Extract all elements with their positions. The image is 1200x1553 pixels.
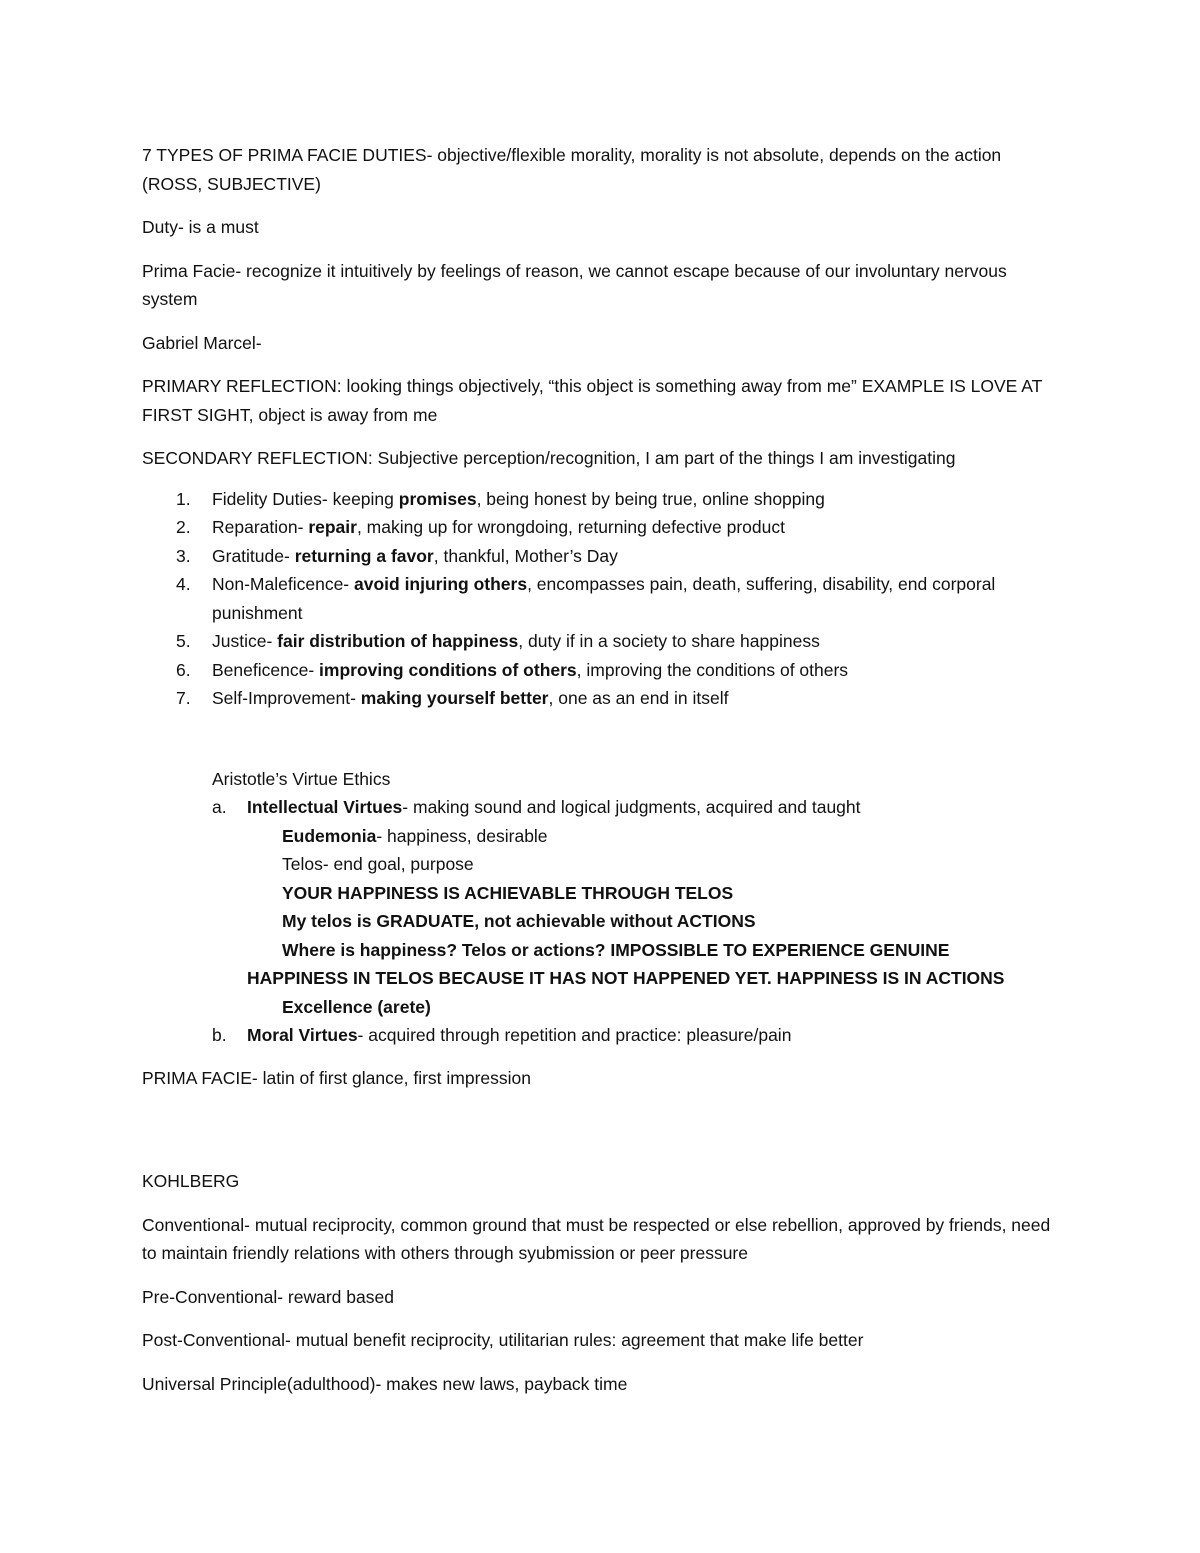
list-number: 6. <box>176 659 191 680</box>
marcel-heading: Gabriel Marcel- <box>142 332 262 353</box>
list-item <box>142 485 1062 514</box>
duty-lead: Fidelity Duties- keeping <box>212 488 399 509</box>
excellence-line: Excellence (arete) <box>282 996 431 1017</box>
duty-rest: , duty if in a society to share happiness <box>518 631 820 651</box>
duty-rest: , making up for wrongdoing, returning defective product <box>356 517 785 537</box>
duty-lead: Justice- <box>212 631 278 651</box>
document-body <box>142 141 1062 1413</box>
list-item <box>142 570 1062 627</box>
list-item <box>142 627 1062 656</box>
list-item <box>142 684 1062 713</box>
kohlberg-heading: KOHLBERG <box>142 1171 240 1191</box>
intellectual-virtues-term: Intellectual Virtues <box>247 797 403 817</box>
kohlberg-conventional: Conventional- mutual reciprocity, common ground that must be respected or else rebellion, approved by friends, need to maintain friendly relations with others through syubmission or peer pressure <box>142 1214 1051 1263</box>
prima-facie-latin: PRIMA FACIE- latin of first glance, first impression <box>142 1067 532 1088</box>
list-item <box>142 656 1062 685</box>
duty-rest: , one as an end in itself <box>548 688 729 708</box>
duty-rest: , thankful, Mother’s Day <box>433 545 618 566</box>
eudemonia-term: Eudemonia <box>282 825 377 846</box>
duty-lead: Non-Maleficence- <box>212 574 354 594</box>
kohlberg-pre-conventional: Pre-Conventional- reward based <box>142 1286 394 1307</box>
list-number: 3. <box>176 545 191 566</box>
spacer <box>142 713 1062 765</box>
duty-lead: Self-Improvement- <box>212 688 361 708</box>
duty-lead: Beneficence- <box>212 659 320 680</box>
moral-virtues-term: Moral Virtues <box>247 1025 358 1045</box>
where-happiness-line: Where is happiness? Telos or actions? IMPOSSIBLE TO EXPERIENCE GENUINE <box>282 939 950 960</box>
list-item <box>142 542 1062 571</box>
eudemonia-desc: - happiness, desirable <box>376 825 548 846</box>
my-telos-line: My telos is GRADUATE, not achievable without ACTIONS <box>282 911 756 931</box>
secondary-reflection: SECONDARY REFLECTION: Subjective perception/recognition, I am part of the things I am investigating <box>142 448 956 468</box>
list-number: 1. <box>176 488 191 509</box>
moral-virtues-item <box>212 1021 1062 1050</box>
aristotle-title: Aristotle’s Virtue Ethics <box>212 768 391 789</box>
intro-heading <box>142 141 1062 198</box>
list-number: 4. <box>176 574 191 594</box>
aristotle-section <box>142 765 1062 1050</box>
duty-lead: Gratitude- <box>212 545 295 566</box>
kohlberg-post-conventional: Post-Conventional- mutual benefit reciprocity, utilitarian rules: agreement that make life better <box>142 1330 864 1350</box>
duty-rest: , encompasses pain, death, suffering, disability, end corporal punishment <box>212 574 996 623</box>
moral-virtues-desc: - acquired through repetition and practice: pleasure/pain <box>357 1025 792 1045</box>
intellectual-virtues-desc: - making sound and logical judgments, acquired and taught <box>402 797 861 817</box>
list-number: 5. <box>176 631 191 651</box>
happiness-telos-line: YOUR HAPPINESS IS ACHIEVABLE THROUGH TELOS <box>282 882 734 903</box>
telos-line: Telos- end goal, purpose <box>282 854 474 874</box>
kohlberg-universal: Universal Principle(adulthood)- makes new laws, payback time <box>142 1373 628 1394</box>
intro-heading-title: 7 TYPES OF PRIMA FACIE DUTIES <box>142 145 427 165</box>
intro-heading-rest: - objective/flexible morality, morality is not absolute, depends on the action (ROSS, SUBJECTIVE) <box>142 145 1002 194</box>
duty-definition: Duty- is a must <box>142 217 259 237</box>
eudemonia-line <box>212 822 1062 851</box>
duty-lead: Reparation- <box>212 517 309 537</box>
duty-key-term: avoid injuring others <box>354 574 528 594</box>
list-number: 2. <box>176 517 191 537</box>
primary-reflection: PRIMARY REFLECTION: looking things objectively, “this object is something away from me” EXAMPLE IS LOVE AT FIRST SIGHT, object is away from me <box>142 376 1042 425</box>
prima-facie-definition: Prima Facie- recognize it intuitively by feelings of reason, we cannot escape because of our involuntary nervous system <box>142 260 1007 309</box>
duty-key-term: promises <box>398 488 477 509</box>
where-happiness-line-cont: HAPPINESS IN TELOS BECAUSE IT HAS NOT HAPPENED YET. HAPPINESS IS IN ACTIONS <box>247 968 1005 988</box>
duty-key-term: returning a favor <box>294 545 434 566</box>
duty-key-term: making yourself better <box>360 688 549 708</box>
duty-key-term: fair distribution of happiness <box>277 631 519 651</box>
intellectual-virtues-item <box>212 793 1062 822</box>
duty-key-term: repair <box>308 517 357 537</box>
list-item <box>142 513 1062 542</box>
spacer <box>142 1107 1062 1167</box>
duty-rest: , improving the conditions of others <box>576 659 849 680</box>
duty-key-term: improving conditions of others <box>319 659 577 680</box>
duties-list <box>142 485 1062 713</box>
list-letter: a. <box>212 797 227 817</box>
duty-rest: , being honest by being true, online shopping <box>476 488 825 509</box>
list-number: 7. <box>176 688 191 708</box>
list-letter: b. <box>212 1025 227 1045</box>
